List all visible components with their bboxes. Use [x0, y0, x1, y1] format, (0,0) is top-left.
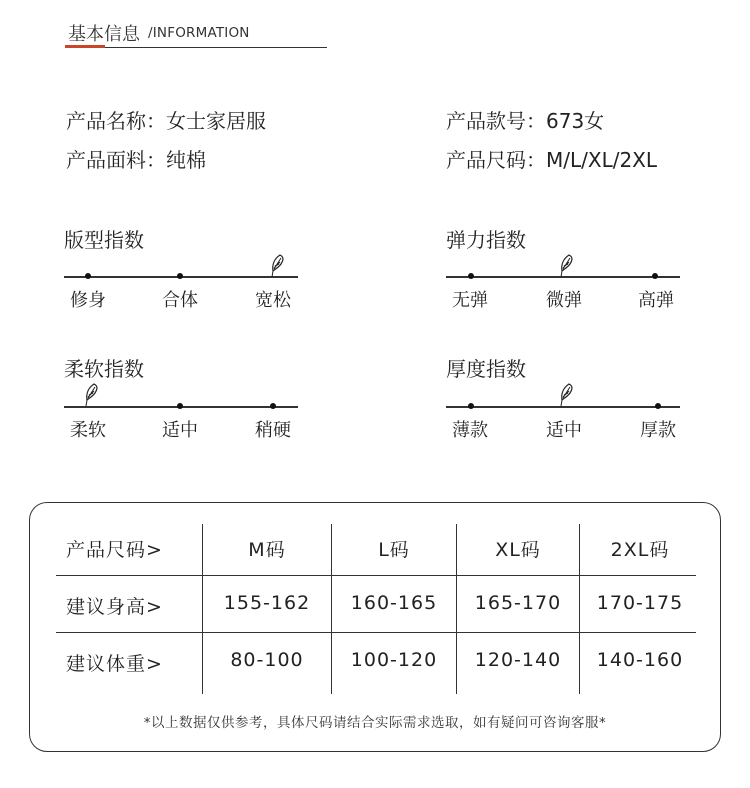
softness-index-label: 稍硬 — [255, 420, 291, 441]
fit-index-dot — [85, 273, 91, 279]
product-name: 产品名称：女士家居服 — [66, 109, 266, 133]
fit-index-title: 版型指数 — [64, 228, 144, 252]
elasticity-index-label: 微弹 — [546, 290, 582, 311]
elasticity-index-label: 高弹 — [638, 290, 674, 311]
table-cell: 160-165 — [350, 592, 438, 614]
fit-index-dot — [177, 273, 183, 279]
table-cell: 100-120 — [350, 649, 438, 671]
table-header-size: L码 — [378, 539, 410, 561]
thickness-index-label: 适中 — [546, 420, 582, 441]
table-cell: 140-160 — [596, 649, 684, 671]
table-cell: 165-170 — [474, 592, 562, 614]
fit-index-label: 修身 — [70, 290, 106, 311]
thickness-index-dot — [655, 403, 661, 409]
thickness-index-label: 薄款 — [452, 420, 488, 441]
elasticity-index-label: 无弹 — [452, 290, 488, 311]
table-header-size: 2XL码 — [610, 539, 670, 561]
elasticity-index-dot — [468, 273, 474, 279]
fit-index-label: 宽松 — [255, 290, 291, 311]
table-row-label: 建议身高> — [66, 596, 163, 618]
product-fabric: 产品面料：纯棉 — [66, 148, 206, 172]
table-header-size: M码 — [248, 539, 286, 561]
thickness-index-dot — [468, 403, 474, 409]
table-divider — [56, 632, 696, 633]
header-accent-bar — [65, 45, 105, 48]
disclaimer-note: *以上数据仅供参考，具体尺码请结合实际需求选取，如有疑问可咨询客服* — [143, 715, 607, 731]
table-row-label: 建议体重> — [66, 653, 163, 675]
leaf-marker-icon — [270, 254, 286, 278]
section-title: 基本信息 — [68, 24, 140, 45]
leaf-marker-icon — [559, 383, 575, 407]
table-header-label: 产品尺码> — [66, 539, 163, 561]
product-code: 产品款号：673女 — [446, 109, 605, 133]
table-cell: 80-100 — [230, 649, 304, 671]
table-cell: 120-140 — [474, 649, 562, 671]
thickness-index-title: 厚度指数 — [446, 357, 526, 381]
product-size: 产品尺码：M/L/XL/2XL — [446, 148, 658, 172]
elasticity-index-dot — [652, 273, 658, 279]
table-divider — [56, 575, 696, 576]
softness-index-dot — [177, 403, 183, 409]
table-cell: 155-162 — [223, 592, 311, 614]
thickness-index-label: 厚款 — [640, 420, 676, 441]
leaf-marker-icon — [84, 383, 100, 407]
softness-index-label: 适中 — [162, 420, 198, 441]
section-subtitle: /INFORMATION — [148, 25, 250, 41]
fit-index-label: 合体 — [162, 290, 198, 311]
softness-index-dot — [270, 403, 276, 409]
table-header-size: XL码 — [495, 539, 541, 561]
table-cell: 170-175 — [596, 592, 684, 614]
elasticity-index-title: 弹力指数 — [446, 228, 526, 252]
softness-index-title: 柔软指数 — [64, 357, 144, 381]
softness-index-label: 柔软 — [70, 420, 106, 441]
leaf-marker-icon — [559, 254, 575, 278]
